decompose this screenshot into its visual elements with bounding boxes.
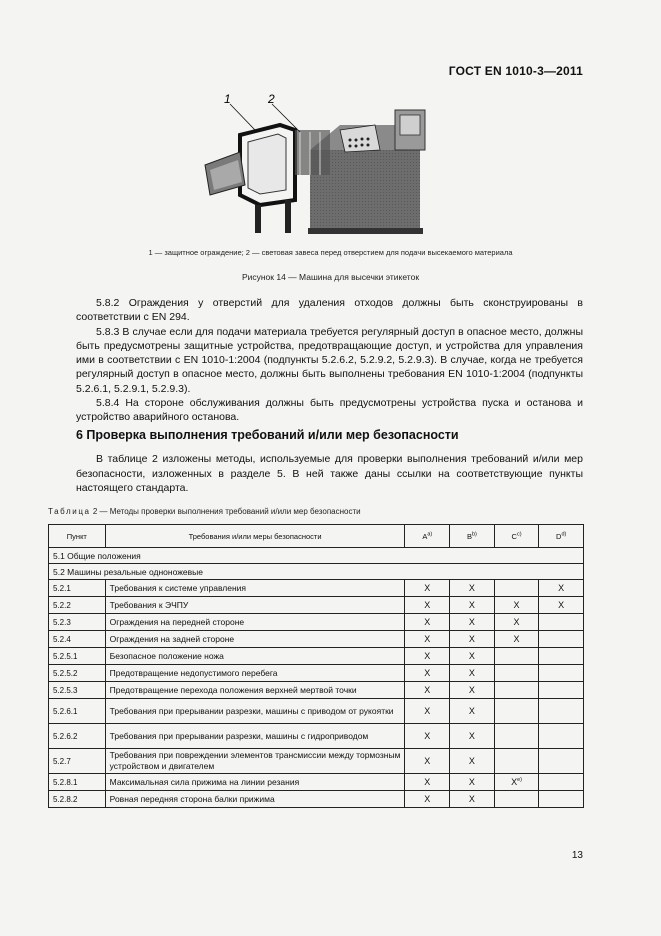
machine-figure — [200, 90, 440, 240]
cell-c: X — [494, 597, 539, 614]
cell-b: X — [450, 774, 495, 791]
table-row — [49, 648, 584, 665]
cell-c: X — [494, 631, 539, 648]
cell-a: X — [405, 699, 450, 724]
standard-header: ГОСТ EN 1010-3—2011 — [448, 64, 583, 78]
cell-b: X — [450, 682, 495, 699]
cell-d — [539, 682, 584, 699]
table-row — [49, 774, 584, 791]
clause-5-8-3: 5.8.3 В случае если для подачи материала требуется регулярный доступ в опасное место, должны быть предусмотрены защитные устройства, предотвращающие доступ, и устройства для управления ими в соответствии с EN 1010-1:2004 (подпункты 5.2.6.2, 5.2.9.2, 5.2.9.3). В случае, когда не требуется регулярный доступ в опасное место, должны быть выполнены требования EN 1010-1:2004 (подпункты 5.2.6.1, 5.2.9.1, 5.2.9.3). — [76, 325, 583, 395]
cell-requirement: Требования при прерывании разрезки, машины с приводом от рукоятки — [105, 699, 405, 724]
cell-item: 5.2.6.2 — [49, 724, 106, 749]
clause-5-8-4: 5.8.4 На стороне обслуживания должны быть предусмотрены устройства пуска и останова и устройство аварийного останова. — [76, 397, 583, 424]
table-row — [49, 614, 584, 631]
cell-item: 5.2.5.1 — [49, 648, 106, 665]
cell-requirement: Предотвращение перехода положения верхней мертвой точки — [105, 682, 405, 699]
cell-d — [539, 724, 584, 749]
cell-c — [494, 580, 539, 597]
cell-requirement: Ровная передняя сторона балки прижима — [105, 791, 405, 808]
group-guillotine: 5.2 Машины резальные одноножевые — [49, 564, 584, 580]
cell-c — [494, 699, 539, 724]
cell-b: X — [450, 614, 495, 631]
cell-d — [539, 699, 584, 724]
callout-1: 1 — [224, 92, 231, 106]
cell-item: 5.2.8.2 — [49, 791, 106, 808]
cell-requirement: Требования при повреждении элементов трансмиссии между тормозным устройством и двигателем — [105, 749, 405, 774]
cell-d: X — [539, 580, 584, 597]
cell-item: 5.2.4 — [49, 631, 106, 648]
table-group-row — [49, 564, 584, 580]
cell-a: X — [405, 749, 450, 774]
cell-a: X — [405, 724, 450, 749]
clause-5-8-2: 5.8.2 Ограждения у отверстий для удаления отходов должны быть сконструированы в соответствии с EN 294. — [76, 297, 583, 324]
cell-requirement: Предотвращение недопустимого перебега — [105, 665, 405, 682]
cell-requirement: Требования к ЭЧПУ — [105, 597, 405, 614]
header-d: $D^{d)}$ — [539, 525, 584, 548]
cell-d — [539, 749, 584, 774]
cell-c — [494, 724, 539, 749]
clauses-block — [76, 296, 583, 425]
group-general: 5.1 Общие положения — [49, 548, 584, 564]
callout-2: 2 — [268, 92, 275, 106]
cell-a: X — [405, 682, 450, 699]
table-row — [49, 749, 584, 774]
table-caption — [48, 507, 361, 516]
cell-c — [494, 749, 539, 774]
cell-item: 5.2.8.1 — [49, 774, 106, 791]
cell-requirement: Ограждения на передней стороне — [105, 614, 405, 631]
table-caption-text: 2 — Методы проверки выполнения требований и/или мер безопасности — [92, 507, 361, 516]
table-group-row — [49, 548, 584, 564]
figure-caption: Рисунок 14 — Машина для высечки этикеток — [241, 272, 420, 282]
section-title: 6 Проверка выполнения требований и/или мер безопасности — [76, 428, 459, 442]
cell-d — [539, 648, 584, 665]
table-row — [49, 665, 584, 682]
cell-item: 5.2.6.1 — [49, 699, 106, 724]
cell-a: X — [405, 631, 450, 648]
cell-item: 5.2.5.2 — [49, 665, 106, 682]
table-row — [49, 597, 584, 614]
cell-b: X — [450, 699, 495, 724]
cell-a: X — [405, 580, 450, 597]
cell-c — [494, 682, 539, 699]
cell-c — [494, 791, 539, 808]
header-item: Пункт — [49, 525, 106, 548]
cell-d — [539, 631, 584, 648]
cell-d: X — [539, 597, 584, 614]
cell-b: X — [450, 749, 495, 774]
label-die-cutting-machine-illustration — [200, 90, 440, 240]
cell-d — [539, 791, 584, 808]
cell-a: X — [405, 665, 450, 682]
cell-d — [539, 614, 584, 631]
cell-item: 5.2.7 — [49, 749, 106, 774]
header-requirement: Требования и/или меры безопасности — [105, 525, 405, 548]
figure-legend: 1 — защитное ограждение; 2 — световая завеса перед отверстием для подачи высекаемого материала — [148, 248, 513, 257]
cell-b: X — [450, 631, 495, 648]
cell-item: 5.2.5.3 — [49, 682, 106, 699]
cell-a: X — [405, 774, 450, 791]
header-c: $C^{c)}$ — [494, 525, 539, 548]
header-b: $B^{b)}$ — [450, 525, 495, 548]
cell-item: 5.2.1 — [49, 580, 106, 597]
header-a: $A^{a)}$ — [405, 525, 450, 548]
cell-requirement: Требования при прерывании разрезки, машины с гидроприводом — [105, 724, 405, 749]
cell-requirement: Максимальная сила прижима на линии резания — [105, 774, 405, 791]
table-row — [49, 699, 584, 724]
cell-b: X — [450, 791, 495, 808]
table-caption-label: Таблица — [48, 507, 91, 516]
cell-requirement: Безопасное положение ножа — [105, 648, 405, 665]
table-row — [49, 631, 584, 648]
verification-methods-table — [48, 524, 584, 808]
cell-c — [494, 665, 539, 682]
cell-a: X — [405, 648, 450, 665]
cell-c: $X^{e)}$ — [494, 774, 539, 791]
table-row — [49, 724, 584, 749]
cell-c: X — [494, 614, 539, 631]
cell-a: X — [405, 791, 450, 808]
section-text: В таблице 2 изложены методы, используемые для проверки выполнения требований и/или мер безопасности, изложенных в разделе 5. В ней также даны ссылки на соответствующие пункты настоящего стандарта. — [76, 453, 583, 494]
cell-b: X — [450, 665, 495, 682]
cell-item: 5.2.3 — [49, 614, 106, 631]
cell-c — [494, 648, 539, 665]
cell-b: X — [450, 724, 495, 749]
cell-a: X — [405, 614, 450, 631]
cell-b: X — [450, 648, 495, 665]
page-number: 13 — [571, 850, 583, 861]
cell-item: 5.2.2 — [49, 597, 106, 614]
table-row — [49, 580, 584, 597]
cell-a: X — [405, 597, 450, 614]
cell-requirement: Требования к системе управления — [105, 580, 405, 597]
table-row — [49, 791, 584, 808]
cell-b: X — [450, 580, 495, 597]
cell-d — [539, 774, 584, 791]
cell-b: X — [450, 597, 495, 614]
table-row — [49, 682, 584, 699]
table-header-row — [49, 525, 584, 548]
cell-d — [539, 665, 584, 682]
cell-requirement: Ограждения на задней стороне — [105, 631, 405, 648]
